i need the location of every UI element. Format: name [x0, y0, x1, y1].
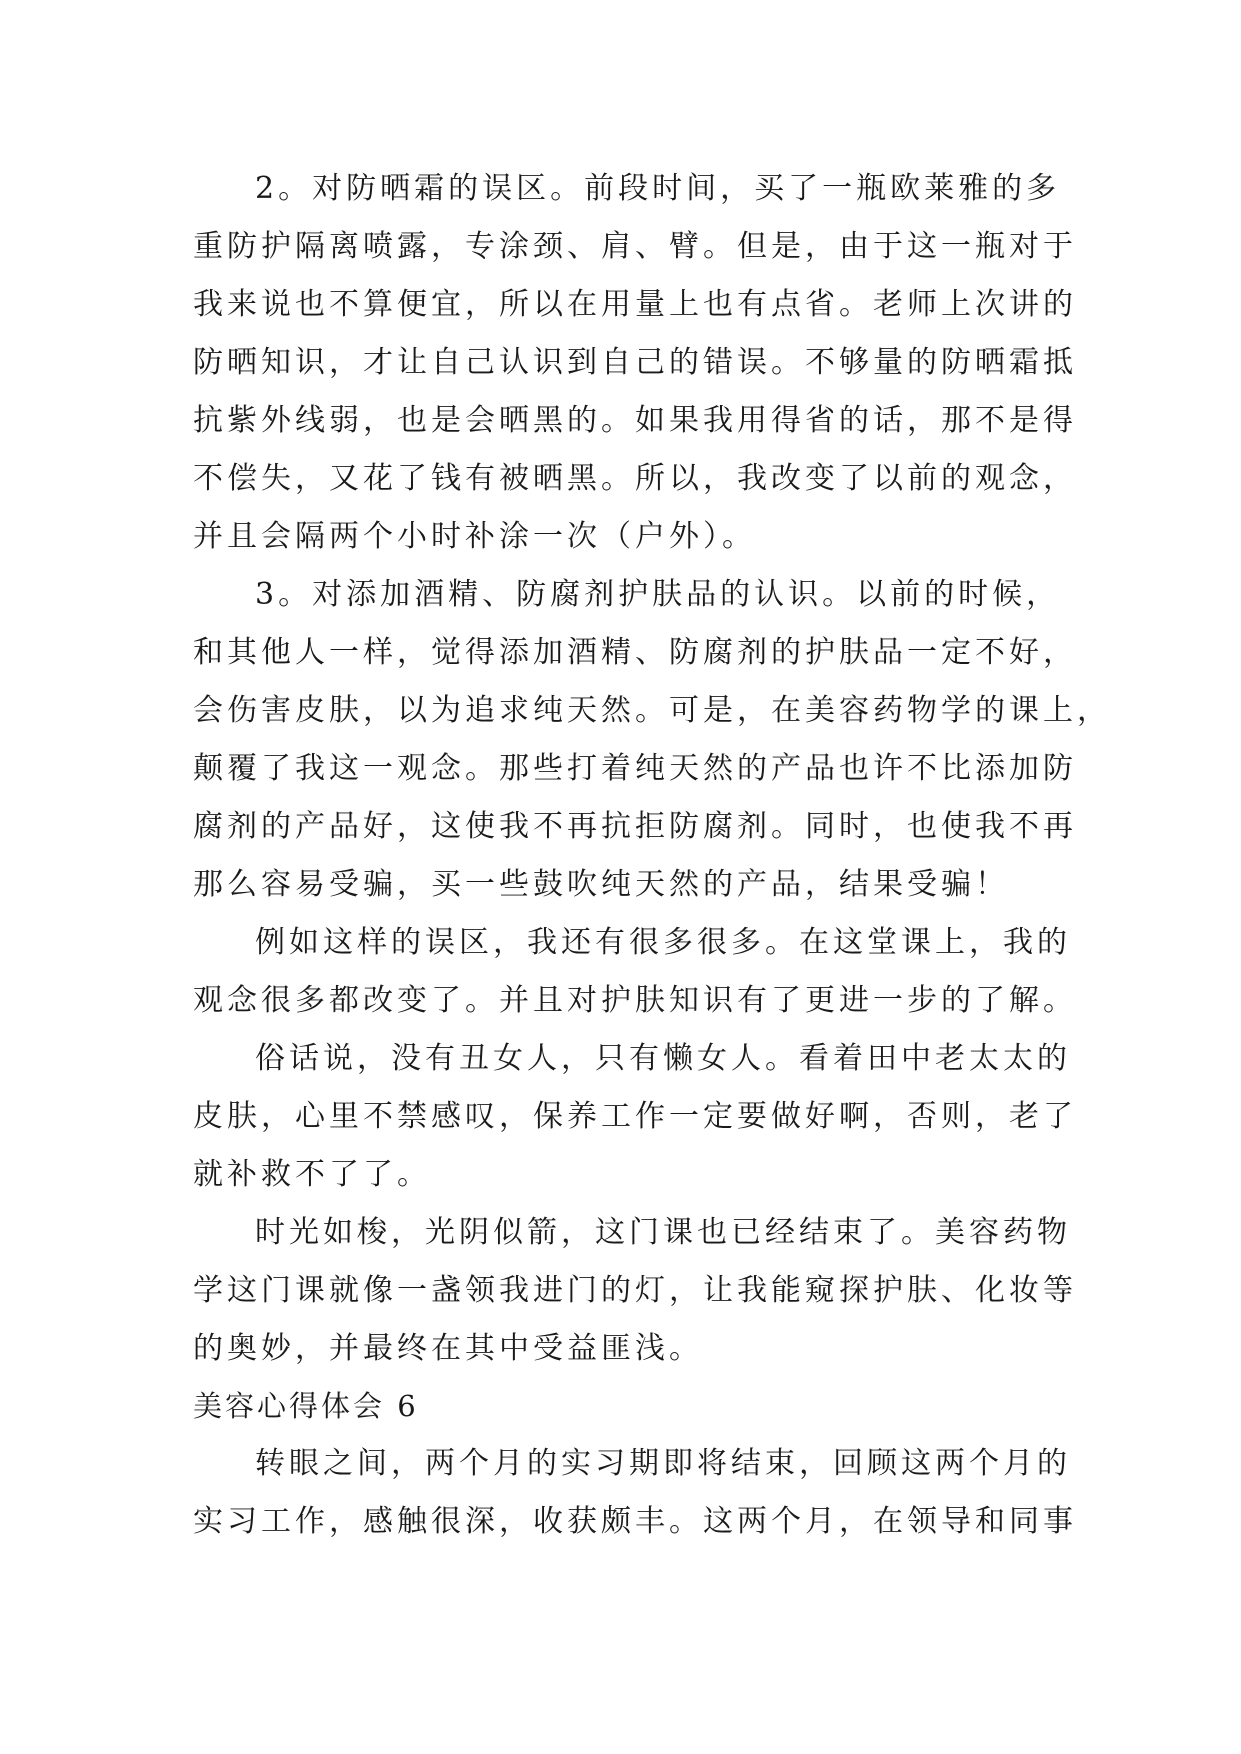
text-line: 时光如梭，光阴似箭，这门课也已经结束了。美容药物 — [255, 1215, 1071, 1250]
section-heading — [193, 1378, 1073, 1435]
text-line: 那么容易受骗，买一些鼓吹纯天然的产品，结果受骗！ — [193, 867, 1009, 902]
paragraph-internship — [193, 1435, 1077, 1551]
text-line: 3。对添加酒精、防腐剂护肤品的认识。以前的时候， — [255, 577, 1061, 612]
document-body — [193, 160, 1111, 1551]
text-line: 防晒知识，才让自己认识到自己的错误。不够量的防晒霜抵 — [193, 345, 1077, 380]
text-line: 抗紫外线弱，也是会晒黑的。如果我用得省的话，那不是得 — [193, 403, 1077, 438]
paragraph-conclusion — [193, 1204, 1077, 1378]
text-line: 俗话说，没有丑女人，只有懒女人。看着田中老太太的 — [255, 1041, 1071, 1076]
text-line: 我来说也不算便宜，所以在用量上也有点省。老师上次讲的 — [193, 287, 1077, 322]
text-line: 腐剂的产品好，这使我不再抗拒防腐剂。同时，也使我不再 — [193, 809, 1077, 844]
text-line: 重防护隔离喷露，专涂颈、肩、臂。但是，由于这一瓶对于 — [193, 229, 1077, 264]
text-line: 实习工作，感触很深，收获颇丰。这两个月，在领导和同事 — [193, 1504, 1077, 1539]
text-line: 并且会隔两个小时补涂一次（户外）。 — [193, 519, 756, 554]
section-title: 美容心得体会 6 — [193, 1389, 419, 1423]
text-line: 和其他人一样，觉得添加酒精、防腐剂的护肤品一定不好， — [193, 635, 1077, 670]
text-line: 会伤害皮肤，以为追求纯天然。可是，在美容药物学的课上， — [193, 693, 1111, 728]
text-line: 转眼之间，两个月的实习期即将结束，回顾这两个月的 — [255, 1446, 1071, 1481]
text-line: 观念很多都改变了。并且对护肤知识有了更进一步的了解。 — [193, 983, 1077, 1018]
text-line: 的奥妙，并最终在其中受益匪浅。 — [193, 1331, 703, 1366]
paragraph-misconceptions — [193, 914, 1077, 1030]
paragraph-sunscreen — [193, 160, 1077, 566]
text-line: 不偿失，又花了钱有被晒黑。所以，我改变了以前的观念， — [193, 461, 1077, 496]
text-line: 就补救不了了。 — [193, 1157, 431, 1192]
text-line: 颠覆了我这一观念。那些打着纯天然的产品也许不比添加防 — [193, 751, 1077, 786]
text-line: 学这门课就像一盏领我进门的灯，让我能窥探护肤、化妆等 — [193, 1273, 1077, 1308]
paragraph-preservatives — [193, 566, 1111, 914]
text-line: 2。对防晒霜的误区。前段时间，买了一瓶欧莱雅的多 — [255, 171, 1061, 206]
text-line: 例如这样的误区，我还有很多很多。在这堂课上，我的 — [255, 925, 1071, 960]
paragraph-proverb — [193, 1030, 1077, 1204]
text-line: 皮肤，心里不禁感叹，保养工作一定要做好啊，否则，老了 — [193, 1099, 1077, 1134]
